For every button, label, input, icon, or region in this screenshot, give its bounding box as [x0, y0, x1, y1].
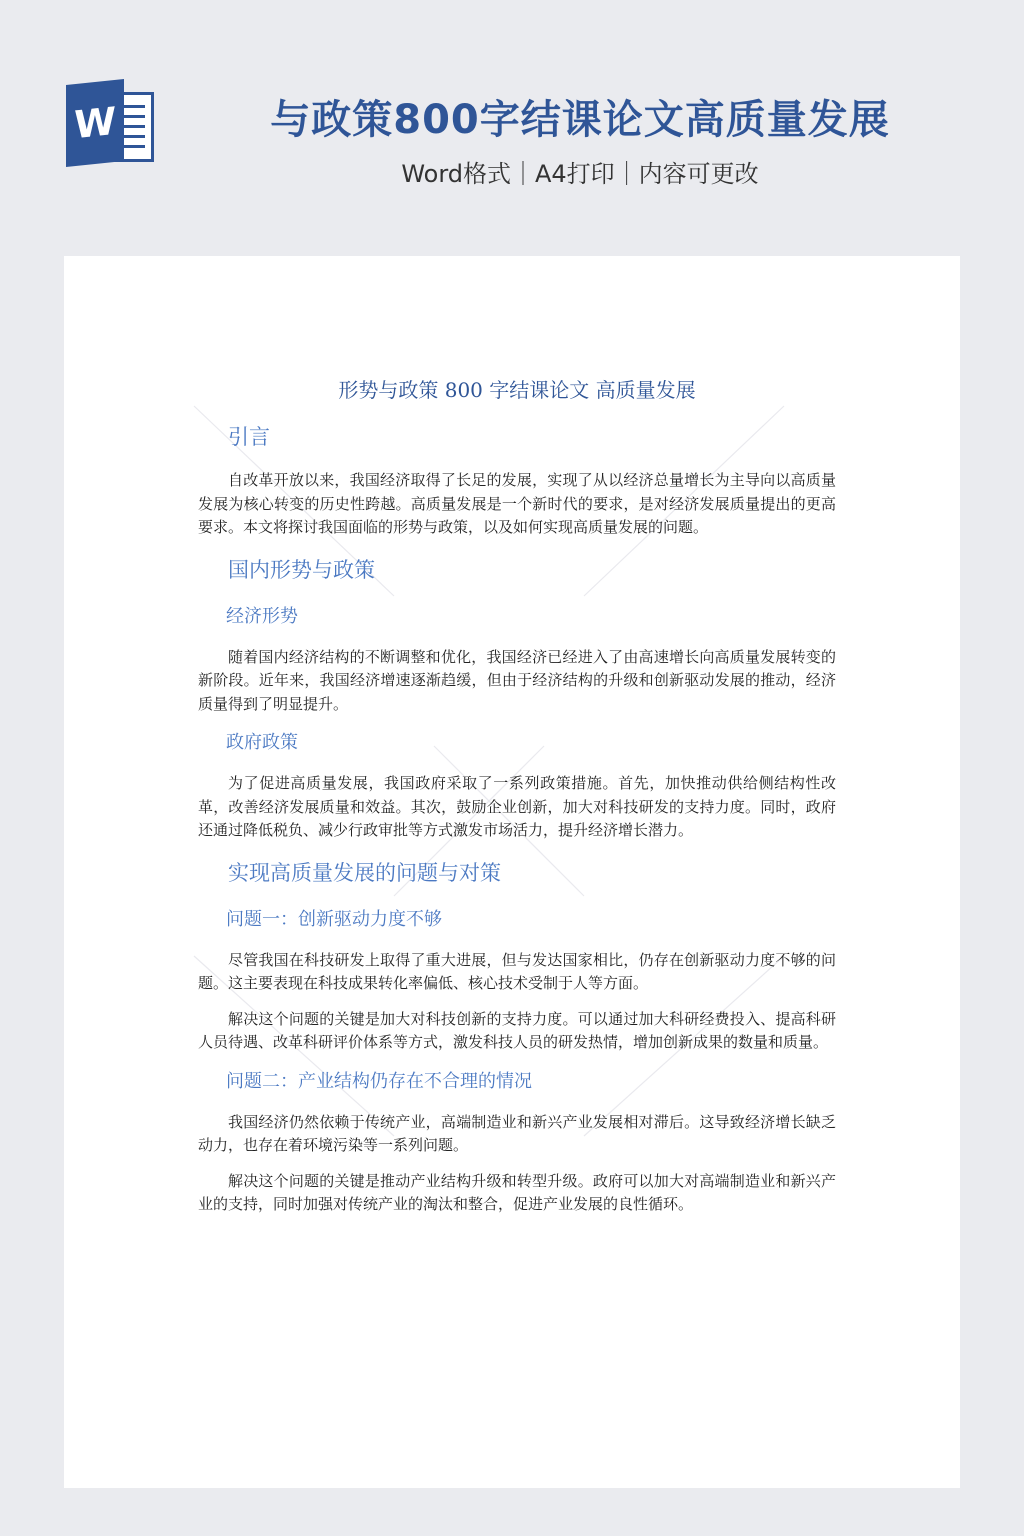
heading-policy: 政府政策 [226, 732, 298, 753]
heading-issue1: 问题一：创新驱动力度不够 [226, 908, 442, 930]
banner [0, 0, 1024, 256]
paragraph-issue1-a: 尽管我国在科技研发上取得了重大进展，但与发达国家相比，仍存在创新驱动力度不够的问题。这主要表现在科技成果转化率偏低、核心技术受制于人等方面。 [198, 950, 836, 992]
paragraph-issue2-a: 我国经济仍然依赖于传统产业，高端制造业和新兴产业发展相对滞后。这导致经济增长缺乏动力，也存在着环境污染等一系列问题。 [198, 1112, 836, 1154]
word-document-icon [66, 82, 156, 164]
paragraph-issue2-b: 解决这个问题的关键是推动产业结构升级和转型升级。政府可以加大对高端制造业和新兴产业的支持，同时加强对传统产业的淘汰和整合，促进产业发展的良性循环。 [198, 1171, 836, 1213]
paragraph-economy: 随着国内经济结构的不断调整和优化，我国经济已经进入了由高速增长向高质量发展转变的新阶段。近年来，我国经济增速逐渐趋缓，但由于经济结构的升级和创新驱动发展的推动，经济质量得到了明显提升。 [198, 647, 836, 713]
heading-issues: 实现高质量发展的问题与对策 [228, 860, 501, 885]
paragraph-intro: 自改革开放以来，我国经济取得了长足的发展，实现了从以经济总量增长为主导向以高质量发展为核心转变的历史性跨越。高质量发展是一个新时代的要求，是对经济发展质量提出的更高要求。本文将探讨我国面临的形势与政策，以及如何实现高质量发展的问题。 [198, 471, 836, 536]
document-page [64, 256, 960, 1488]
banner-title: 与政策800字结课论文高质量发展 [270, 97, 890, 143]
document-title: 形势与政策 800 字结课论文 高质量发展 [338, 378, 696, 402]
document-content [198, 374, 836, 1229]
heading-domestic: 国内形势与政策 [228, 557, 375, 582]
banner-subtitle: Word格式｜A4打印｜内容可更改 [401, 160, 759, 188]
heading-issue2: 问题二：产业结构仍存在不合理的情况 [226, 1070, 532, 1092]
word-logo-letter: W [66, 79, 124, 167]
heading-intro: 引言 [228, 425, 270, 449]
paragraph-policy: 为了促进高质量发展，我国政府采取了一系列政策措施。首先，加快推动供给侧结构性改革，改善经济发展质量和效益。其次，鼓励企业创新，加大对科技研发的支持力度。同时，政府还通过降低税负、减少行政审批等方式激发市场活力，提升经济增长潜力。 [198, 774, 836, 839]
heading-economy: 经济形势 [226, 605, 298, 627]
paragraph-issue1-b: 解决这个问题的关键是加大对科技创新的支持力度。可以通过加大科研经费投入、提高科研人员待遇、改革科研评价体系等方式，激发科技人员的研发热情，增加创新成果的数量和质量。 [198, 1009, 836, 1051]
